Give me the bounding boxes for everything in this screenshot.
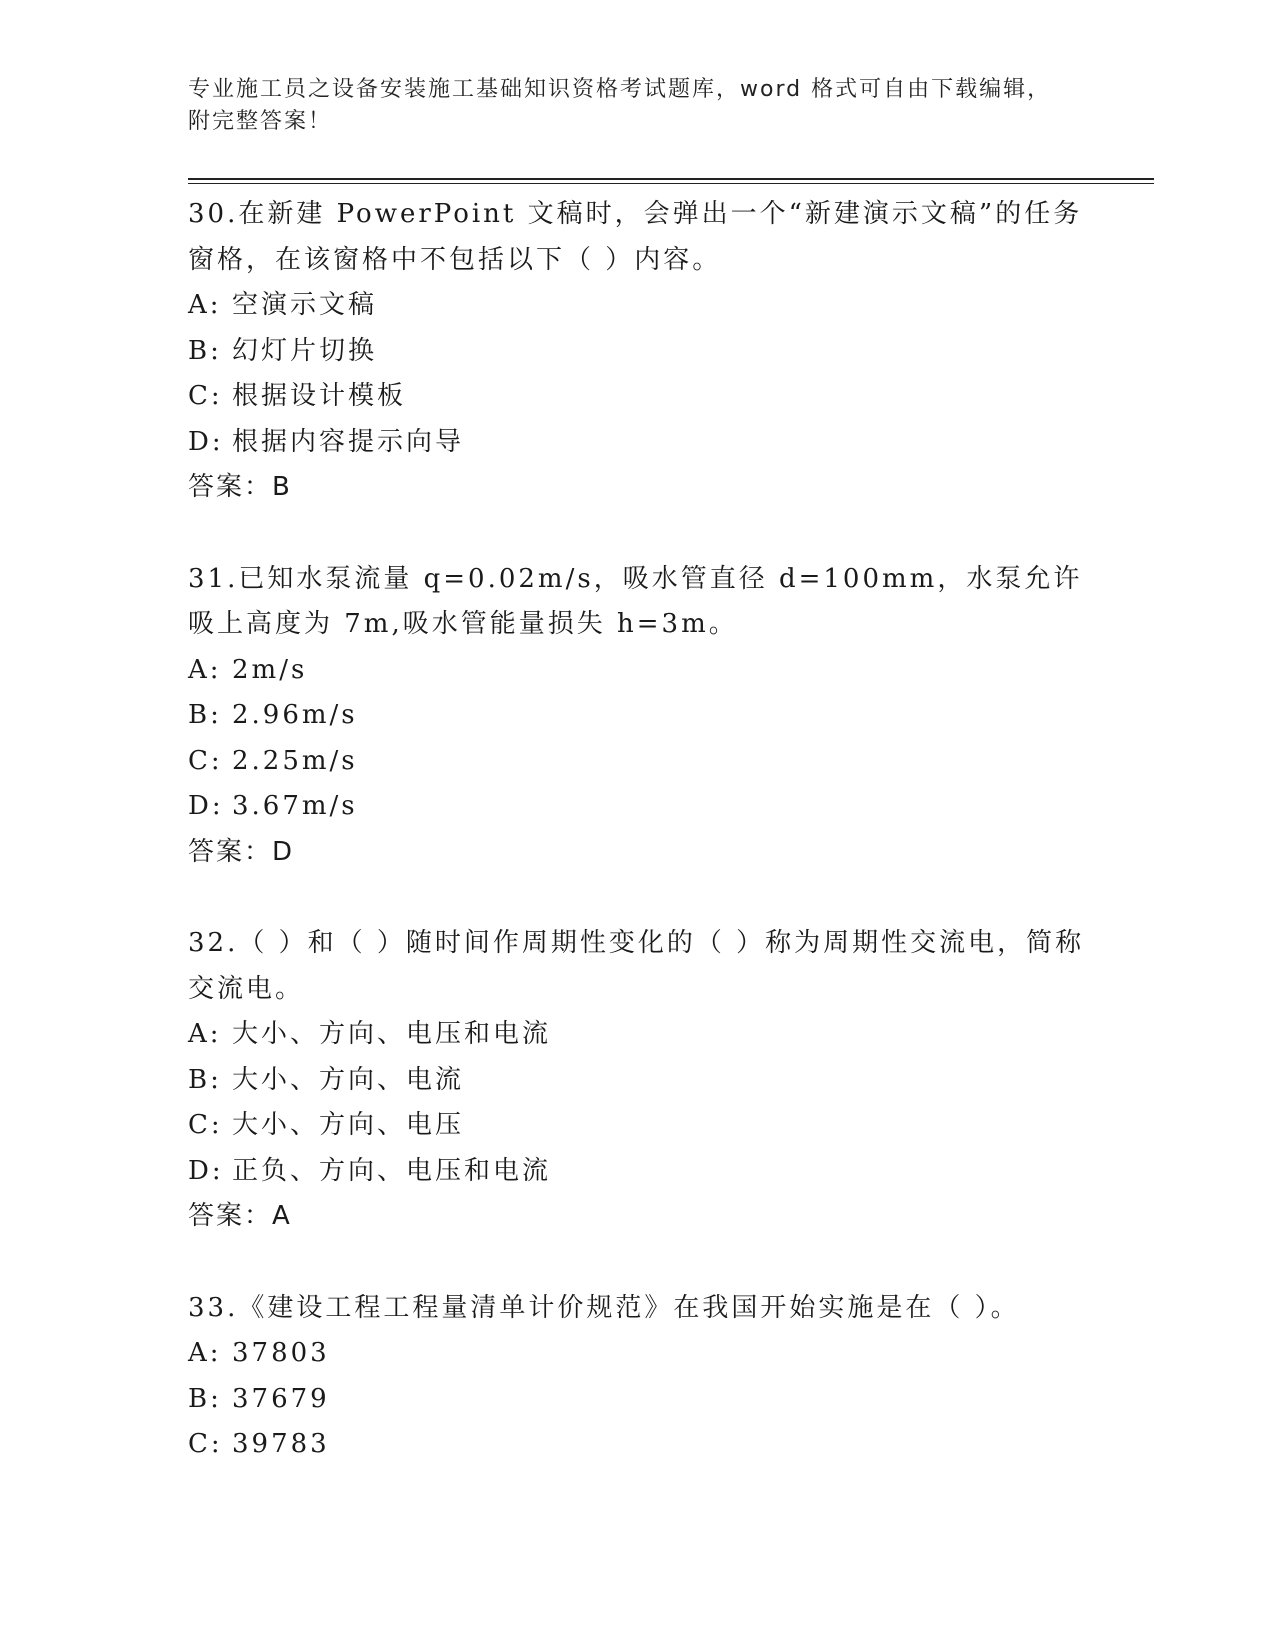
option-text: 2.96m/s bbox=[232, 700, 358, 730]
option-key: A: bbox=[188, 1019, 222, 1049]
option-d bbox=[188, 1149, 1088, 1195]
option-key: C: bbox=[188, 381, 223, 411]
answer: 答案：D bbox=[188, 836, 295, 867]
option-key: B: bbox=[188, 1383, 222, 1414]
question-33 bbox=[188, 1284, 1088, 1468]
question-list bbox=[188, 190, 1088, 1512]
answer: 答案：B bbox=[188, 472, 292, 502]
option-a bbox=[188, 1012, 1088, 1058]
option-a bbox=[188, 283, 1088, 329]
option-c bbox=[188, 1422, 1088, 1468]
question-stem: 30.在新建 PowerPoint 文稿时，会弹出一个“新建演示文稿”的任务窗格，在该窗格中不包括以下（ ）内容。 bbox=[188, 199, 1083, 275]
option-text: 大小、方向、电流 bbox=[232, 1064, 465, 1095]
option-b bbox=[188, 693, 1088, 739]
option-text: 39783 bbox=[232, 1429, 330, 1459]
option-key: C: bbox=[188, 1110, 223, 1140]
header-divider-thin bbox=[188, 183, 1154, 184]
question-stem: 32.（ ）和（ ）随时间作周期性变化的（ ）称为周期性交流电，简称交流电。 bbox=[188, 928, 1085, 1004]
option-c bbox=[188, 739, 1088, 785]
option-key: D: bbox=[188, 426, 224, 457]
option-text: 2m/s bbox=[232, 654, 308, 685]
header-divider-thick bbox=[188, 178, 1154, 180]
question-stem: 31.已知水泵流量 q=0.02m/s，吸水管直径 d=100mm，水泵允许吸上高度为 7m,吸水管能量损失 h=3m。 bbox=[188, 563, 1083, 639]
option-d bbox=[188, 420, 1088, 466]
question-stem: 33.《建设工程工程量清单计价规范》在我国开始实施是在（ ）。 bbox=[188, 1292, 1020, 1323]
option-key: D: bbox=[188, 1155, 224, 1186]
option-key: A: bbox=[188, 1338, 222, 1368]
option-text: 37679 bbox=[232, 1383, 330, 1414]
question-31 bbox=[188, 555, 1088, 876]
option-d bbox=[188, 784, 1088, 830]
option-text: 大小、方向、电压和电流 bbox=[232, 1019, 552, 1049]
option-key: C: bbox=[188, 745, 223, 776]
option-b bbox=[188, 1058, 1088, 1104]
option-key: B: bbox=[188, 700, 222, 730]
option-text: 2.25m/s bbox=[232, 745, 358, 776]
header-line-2: 附完整答案！ bbox=[188, 109, 333, 134]
option-a bbox=[188, 1331, 1088, 1377]
option-a bbox=[188, 648, 1088, 694]
option-key: A: bbox=[188, 654, 222, 685]
option-b bbox=[188, 1377, 1088, 1423]
option-text: 根据内容提示向导 bbox=[232, 426, 465, 457]
document-header bbox=[188, 74, 1068, 138]
option-c bbox=[188, 1103, 1088, 1149]
option-text: 根据设计模板 bbox=[232, 381, 407, 411]
option-key: C: bbox=[188, 1429, 223, 1459]
option-text: 正负、方向、电压和电流 bbox=[232, 1155, 552, 1186]
option-key: B: bbox=[188, 335, 222, 366]
option-text: 37803 bbox=[232, 1338, 330, 1368]
option-c bbox=[188, 374, 1088, 420]
answer: 答案：A bbox=[188, 1201, 292, 1231]
question-30 bbox=[188, 190, 1088, 511]
option-text: 空演示文稿 bbox=[232, 290, 378, 320]
option-key: D: bbox=[188, 791, 224, 821]
option-key: B: bbox=[188, 1064, 222, 1095]
header-line-1: 专业施工员之设备安装施工基础知识资格考试题库，word 格式可自由下载编辑， bbox=[188, 77, 1052, 102]
option-b bbox=[188, 329, 1088, 375]
option-text: 幻灯片切换 bbox=[232, 335, 378, 366]
question-32 bbox=[188, 919, 1088, 1240]
option-key: A: bbox=[188, 290, 222, 320]
option-text: 3.67m/s bbox=[232, 791, 358, 821]
option-text: 大小、方向、电压 bbox=[232, 1110, 465, 1140]
